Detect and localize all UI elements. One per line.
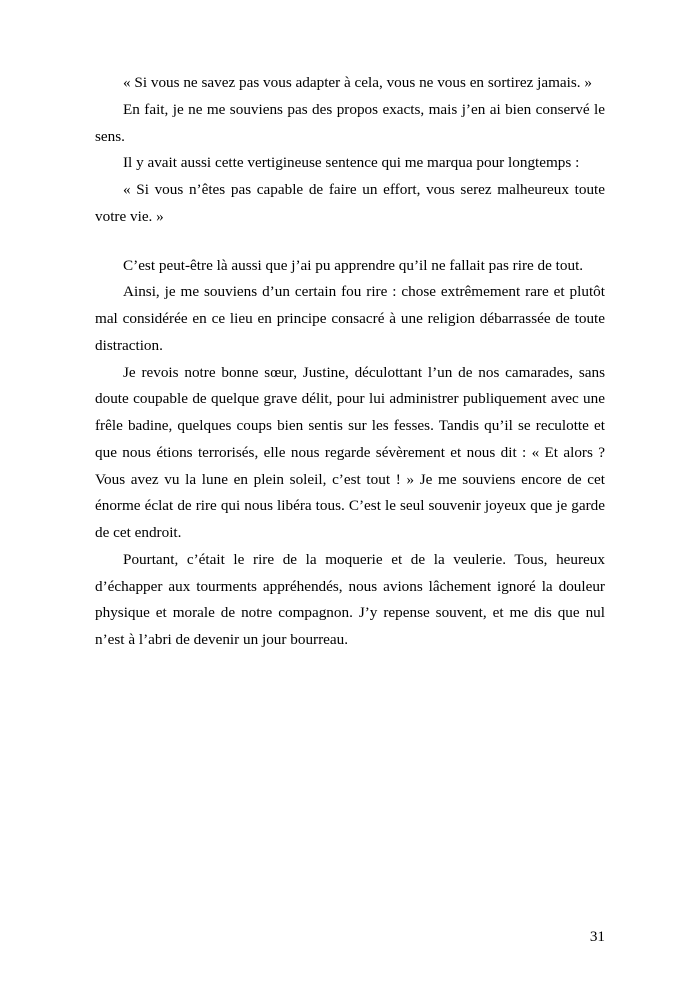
paragraph: « Si vous n’êtes pas capable de faire un effort, vous serez malheureux toute votre vie. » [95, 181, 605, 225]
paragraph: Ainsi, je me souviens d’un certain fou rire : chose extrêmement rare et plutôt mal considérée en ce lieu en principe consacré à une religion débarrassée de toute distraction. [95, 283, 605, 354]
paragraph: « Si vous ne savez pas vous adapter à cela, vous ne vous en sortirez jamais. » [123, 74, 592, 91]
paragraph: En fait, je ne me souviens pas des propos exacts, mais j’en ai bien conservé le sens. [95, 100, 605, 145]
paragraph: C’est peut-être là aussi que j’ai pu apprendre qu’il ne fallait pas rire de tout. [123, 256, 584, 274]
paragraph: Il y avait aussi cette vertigineuse sentence qui me marqua pour longtemps : [123, 154, 580, 172]
paragraph: Je revois notre bonne sœur, Justine, déculottant l’un de nos camarades, sans doute coupable de quelque grave délit, pour lui administrer publiquement avec une frêle badine, quelques coups bien sentis sur les fesses. Tandis qu’il se reculotte et que nous étions terrorisés, elle nous regarde sévèrement et nous dit : « Et alors ? Vous avez vu la lune en plein soleil, c’est tout ! » Je me souviens encore de cet énorme éclat de rire qui nous libéra tous. C’est le seul souvenir joyeux que je garde de cet endroit. [95, 363, 605, 541]
body-text [95, 70, 605, 654]
page-number: 31 [589, 927, 605, 945]
paragraph: Pourtant, c’était le rire de la moquerie et de la veulerie. Tous, heureux d’échapper aux tourments appréhendés, nous avions lâchement ignoré la douleur physique et morale de notre compagnon. J’y repense souvent, et me dis que nul n’est à l’abri de devenir un jour bourreau. [95, 550, 605, 648]
